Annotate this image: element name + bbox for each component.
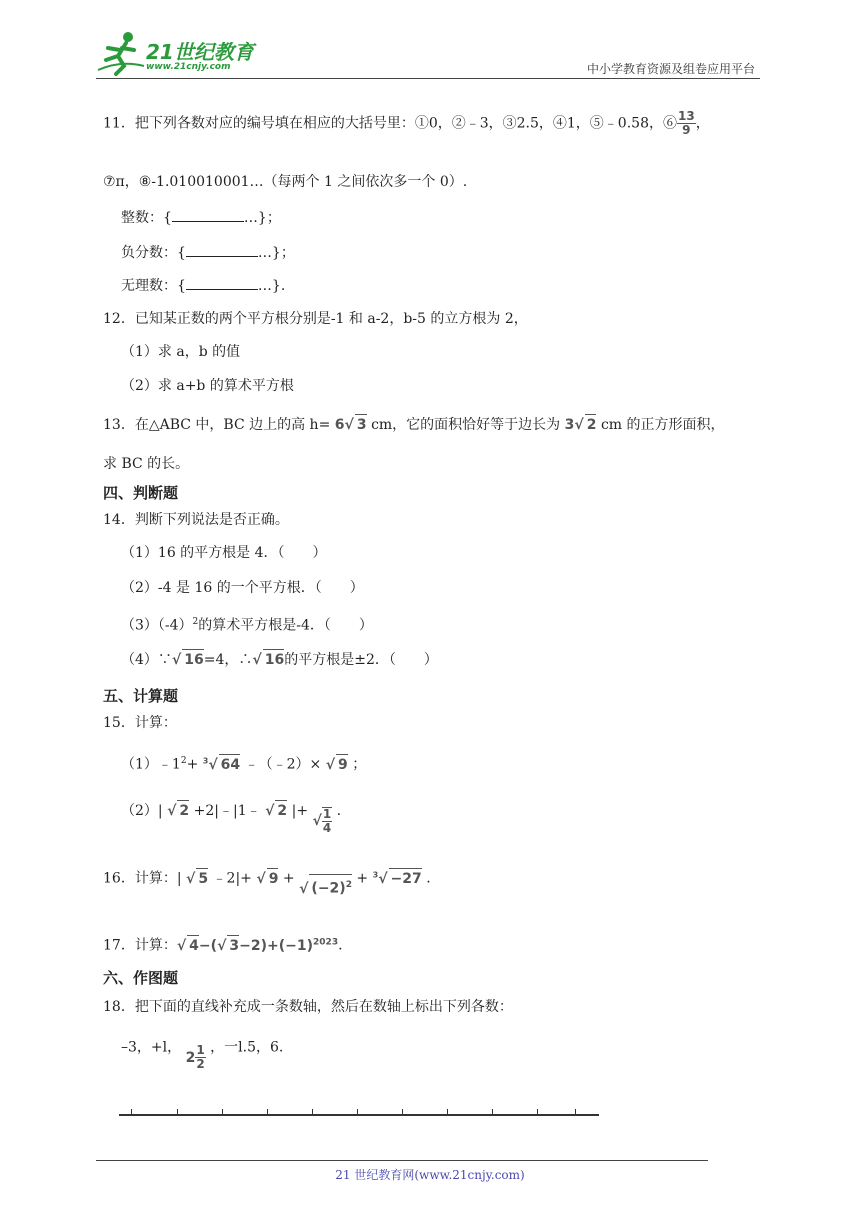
expression-q17: √ 4−(√ $3-2)+(-1)^{2023}$ <box>177 938 338 954</box>
radical-5: √ 5 <box>186 871 208 887</box>
q15-sub2: （2）| √ 2 +2|﹣|1﹣ √ 2 |+ √ $\frac{1}{4}$ . <box>121 797 341 837</box>
fraction-13-9: $\frac{13}{9}$ <box>677 109 695 137</box>
q11-integers: 整数：{ …}； <box>121 207 281 228</box>
logo-url: www.21cnjy.com <box>146 62 231 72</box>
radical-one-quarter: √ $\frac{1}{4}$ <box>312 807 332 835</box>
q11-line1: 11．把下列各数对应的编号填在相应的大括号里：①0，②﹣3，③2.5，④1，⑤﹣0.58，⑥ $\frac{13}{9}$ ， <box>103 109 710 137</box>
answer-blank[interactable] <box>172 207 244 222</box>
q13-line2: 求 BC 的长。 <box>103 456 190 472</box>
q12-sub2: （2）求 a+b 的算术平方根 <box>121 378 294 394</box>
cube-root-neg27: $^3$√ −27 <box>373 871 422 887</box>
radical-3-root-2: 3√ 2 <box>565 417 597 433</box>
section-heading-6: 六、作图题 <box>103 969 179 987</box>
radical-16: √ 16 <box>172 652 204 668</box>
radical-6-root-3: 6√ 3 <box>335 417 367 433</box>
q14-sub2: （2）-4 是 16 的一个平方根．（ ） <box>121 580 364 596</box>
cube-root-64: $^3$√ 64 <box>203 757 240 773</box>
platform-name: 中小学教育资源及组卷应用平台 <box>586 62 755 76</box>
q14-sub1: （1）16 的平方根是 4．（ ） <box>121 545 327 561</box>
section-heading-5: 五、计算题 <box>103 687 179 705</box>
mixed-number-2-1-2: 2 $\frac{1}{2}$ <box>185 1043 205 1071</box>
radical-16: √ 16 <box>252 652 284 668</box>
q13-line1: 13．在△ABC 中，BC 边上的高 h= 6√ 3 cm，它的面积恰好等于边长为 3√ 2 cm 的正方形面积， <box>103 414 725 435</box>
running-man-icon <box>96 30 146 76</box>
q11-negative-fractions: 负分数：{ …}； <box>121 242 295 263</box>
q17-line: 17．计算：√ 4−(√ $3-2)+(-1)^{2023}$. <box>103 932 343 956</box>
section-heading-4: 四、判断题 <box>103 484 179 502</box>
header-rule <box>96 78 760 79</box>
q14-line1: 14．判断下列说法是否正确。 <box>103 512 289 528</box>
q18-line1: 18．把下面的直线补充成一条数轴，然后在数轴上标出下列各数： <box>103 999 513 1015</box>
site-logo <box>96 30 266 78</box>
answer-blank[interactable] <box>186 275 258 290</box>
q14-sub4: （4）∵√ 16=4，∴√ 16的平方根是±2．（ ） <box>121 649 438 670</box>
q11-line2: ⑦π，⑧-1.010010001…（每两个 1 之间依次多一个 0）. <box>103 174 468 190</box>
logo-title: 21世纪教育 <box>146 40 254 64</box>
q12-sub1: （1）求 a，b 的值 <box>121 344 241 360</box>
radical-2: √ 2 <box>167 803 189 819</box>
q16-line: 16．计算：| √ 5 ﹣2|+ √ 9 + √ $(-2)^2 + ^3√ -27$ . <box>103 864 431 889</box>
q11-irrationals: 无理数：{ …}. <box>121 275 285 296</box>
q15-line1: 15．计算： <box>103 715 177 731</box>
q12-line1: 12．已知某正数的两个平方根分别是-1 和 a-2，b-5 的立方根为 2， <box>103 311 528 327</box>
radical-9: √ 9 <box>326 757 348 773</box>
number-line[interactable] <box>119 1114 599 1116</box>
q14-sub3: $(3)(-4)^2$的算术平方根是-4．（ ） <box>121 617 373 634</box>
footer-text: 21 世纪教育网(www.21cnjy.com) <box>335 1168 525 1182</box>
footer-rule <box>96 1160 708 1161</box>
q18-numbers: –3，+l， 2 $\frac{1}{2}$ ，一l.5，6. <box>121 1039 284 1071</box>
radical-9: √ 9 <box>256 871 278 887</box>
q15-sub1: $(1)﹣1^2+ ^3√$ 64 ﹣（﹣2）× √ 9 ； <box>121 751 366 775</box>
radical-2: √ 2 <box>265 803 287 819</box>
answer-blank[interactable] <box>186 242 258 257</box>
radical-neg2-squared: √ $(-2)^2$ <box>299 881 352 897</box>
